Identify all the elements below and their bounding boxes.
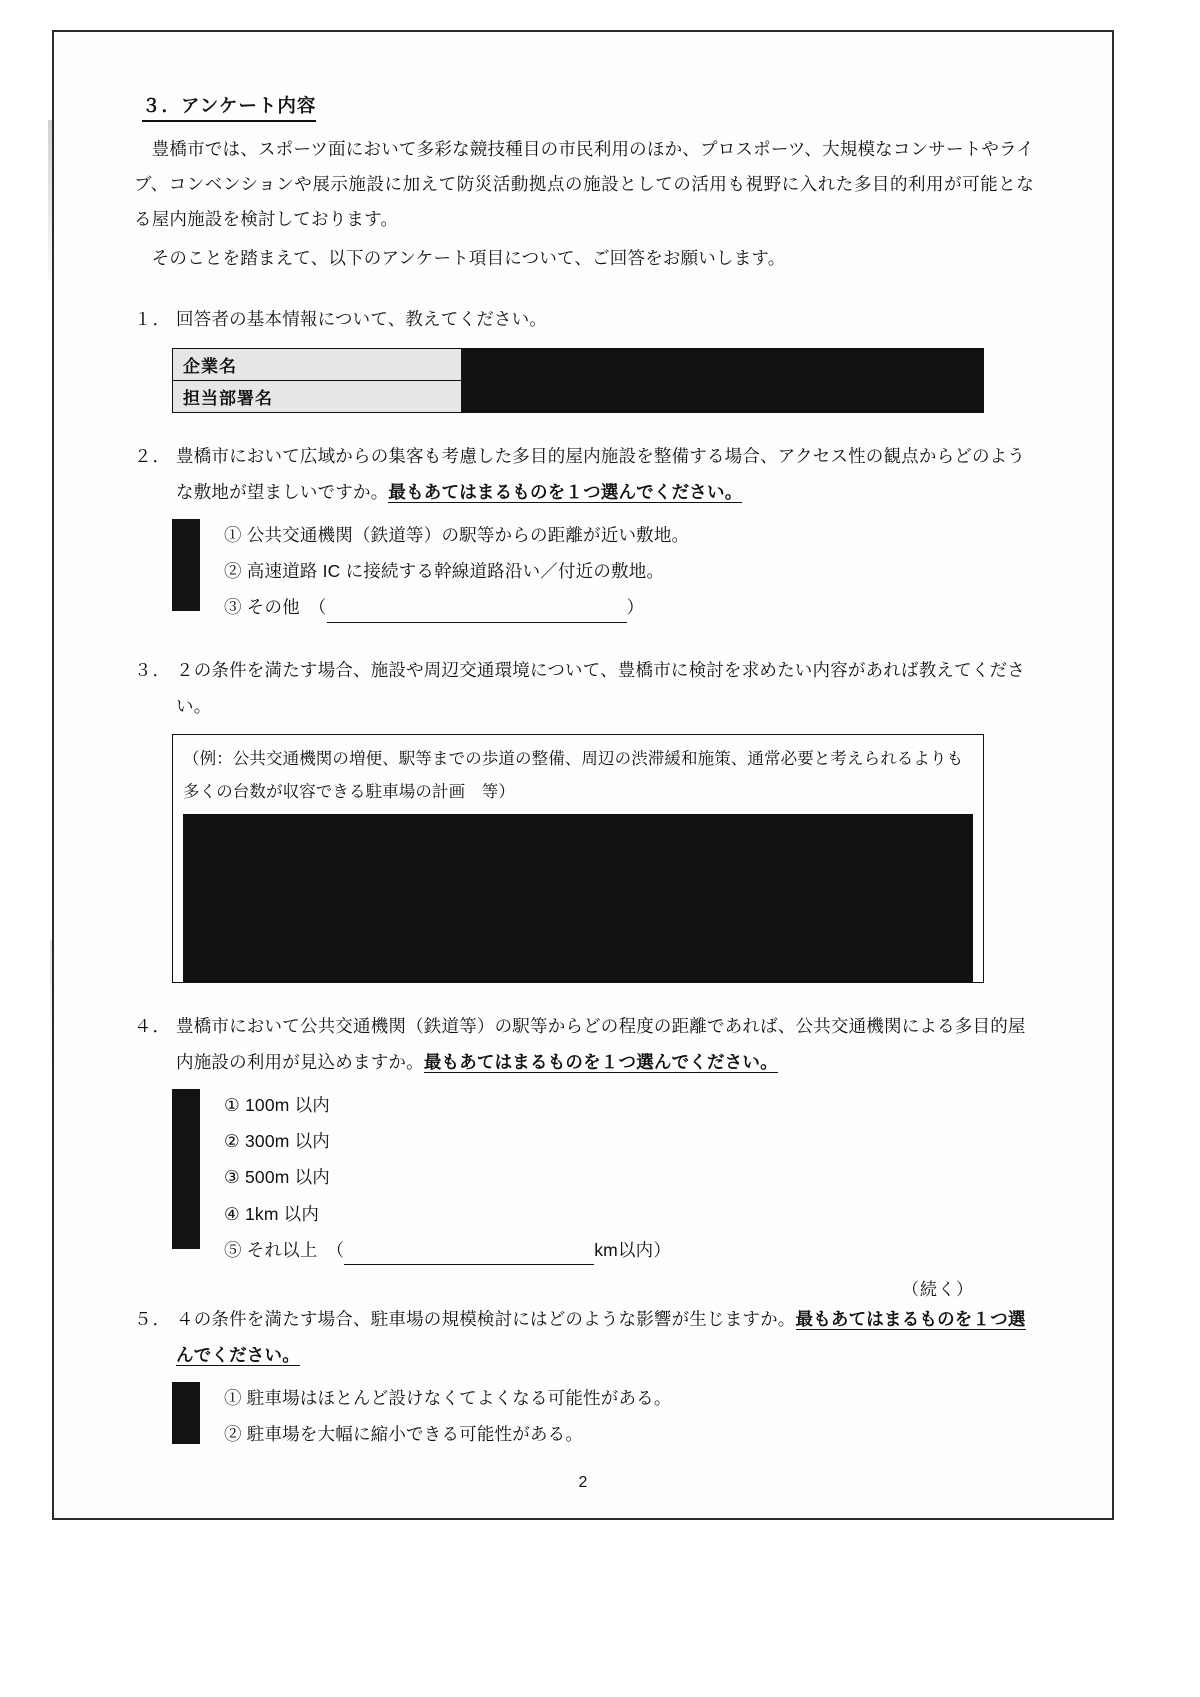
- option-q2-1[interactable]: ① 公共交通機関（鉄道等）の駅等からの距離が近い敷地。: [224, 524, 690, 545]
- table-row: [173, 380, 984, 412]
- page-content: [134, 94, 1034, 1454]
- question-5-number: ５．: [134, 1309, 171, 1330]
- question-2-options: [172, 517, 1034, 627]
- option-q5-1[interactable]: ① 駐車場はほとんど設けなくてよくなる可能性がある。: [224, 1388, 672, 1409]
- question-2-text: 豊橋市において広域からの集客も考慮した多目的屋内施設を整備する場合、アクセス性の観点からどのような敷地が望ましいですか。: [176, 445, 1026, 502]
- redaction-mark-q2: [172, 519, 200, 611]
- question-3-text: ２の条件を満たす場合、施設や周辺交通環境について、豊橋市に検討を求めたい内容があれば教えてください。: [176, 659, 1025, 716]
- question-3-number: ３．: [134, 659, 171, 680]
- question-4-options: [172, 1087, 1034, 1270]
- question-4-text: 豊橋市において公共交通機関（鉄道等）の駅等からどの程度の距離であれば、公共交通機関による多目的屋内施設の利用が見込めますか。: [176, 1015, 1026, 1072]
- respondent-info-table: [172, 348, 984, 413]
- option-q4-5-suffix: km以内）: [594, 1239, 672, 1260]
- question-1-number: １．: [134, 309, 171, 330]
- question-4: [134, 1009, 1034, 1300]
- option-q2-3-label: ③ その他 （: [224, 597, 327, 618]
- section-heading: ３．アンケート内容: [142, 94, 316, 122]
- page-number: 2: [578, 1474, 588, 1491]
- option-q4-1[interactable]: ① 100m 以内: [224, 1094, 330, 1115]
- question-4-emphasis: 最もあてはまるものを１つ選んでください。: [423, 1051, 778, 1072]
- redaction-mark-q4: [172, 1089, 200, 1249]
- option-q4-3[interactable]: ③ 500m 以内: [224, 1167, 330, 1188]
- company-name-field[interactable]: [462, 348, 984, 380]
- option-q2-3[interactable]: [172, 589, 1034, 626]
- department-name-field[interactable]: [462, 380, 984, 412]
- question-5: [134, 1302, 1034, 1452]
- option-q2-2[interactable]: ② 高速道路 IC に接続する幹線道路沿い／付近の敷地。: [224, 561, 665, 582]
- option-q4-4[interactable]: ④ 1km 以内: [224, 1203, 320, 1224]
- intro-paragraph-1: 豊橋市では、スポーツ面において多彩な競技種目の市民利用のほか、プロスポーツ、大規模なコンサートやライブ、コンベンションや展示施設に加えて防災活動拠点の施設としての活用も視野に入れた多目的利用が可能となる屋内施設を検討しております。: [134, 139, 1034, 230]
- question-3-example-text: （例：公共交通機関の増便、駅等までの歩道の整備、周辺の渋滞緩和施策、通常必要と考えられるよりも多くの台数が収容できる駐車場の計画 等）: [183, 750, 964, 801]
- intro-paragraph-2: そのことを踏まえて、以下のアンケート項目について、ご回答をお願いします。: [134, 248, 786, 269]
- option-q4-5-label: ⑤ それ以上 （: [224, 1239, 345, 1260]
- question-1: [134, 302, 1034, 413]
- question-5-emphasis-tail: るものを１つ選んでください。: [176, 1309, 1026, 1366]
- question-2-emphasis: 最もあてはまるものを１つ選んでください。: [388, 481, 743, 502]
- option-q4-5-input[interactable]: [344, 1236, 594, 1265]
- question-5-options: [172, 1380, 1034, 1453]
- question-2-number: ２．: [134, 445, 171, 466]
- table-row: [173, 348, 984, 380]
- question-3-answer-box[interactable]: [172, 734, 984, 982]
- question-1-text: 回答者の基本情報について、教えてください。: [176, 309, 547, 330]
- option-q4-5[interactable]: [172, 1232, 1034, 1269]
- option-q5-2[interactable]: ② 駐車場を大幅に縮小できる可能性がある。: [224, 1424, 584, 1445]
- department-name-label: 担当部署名: [173, 380, 462, 412]
- question-4-number: ４．: [134, 1015, 171, 1036]
- document-page: [52, 30, 1114, 1520]
- option-q2-3-input[interactable]: [327, 593, 627, 622]
- option-q2-3-suffix: ）: [626, 597, 645, 618]
- redaction-mark-q5: [172, 1382, 200, 1444]
- question-2: [134, 439, 1034, 627]
- question-3-answer-redacted[interactable]: [183, 814, 973, 982]
- question-3: [134, 653, 1034, 983]
- question-5-emphasis-head: 最もあてはま: [795, 1309, 902, 1330]
- continued-label: （続く）: [902, 1280, 974, 1300]
- option-q4-2[interactable]: ② 300m 以内: [224, 1130, 330, 1151]
- company-name-label: 企業名: [173, 348, 462, 380]
- question-5-text: ４の条件を満たす場合、駐車場の規模検討にはどのような影響が生じますか。: [176, 1309, 796, 1330]
